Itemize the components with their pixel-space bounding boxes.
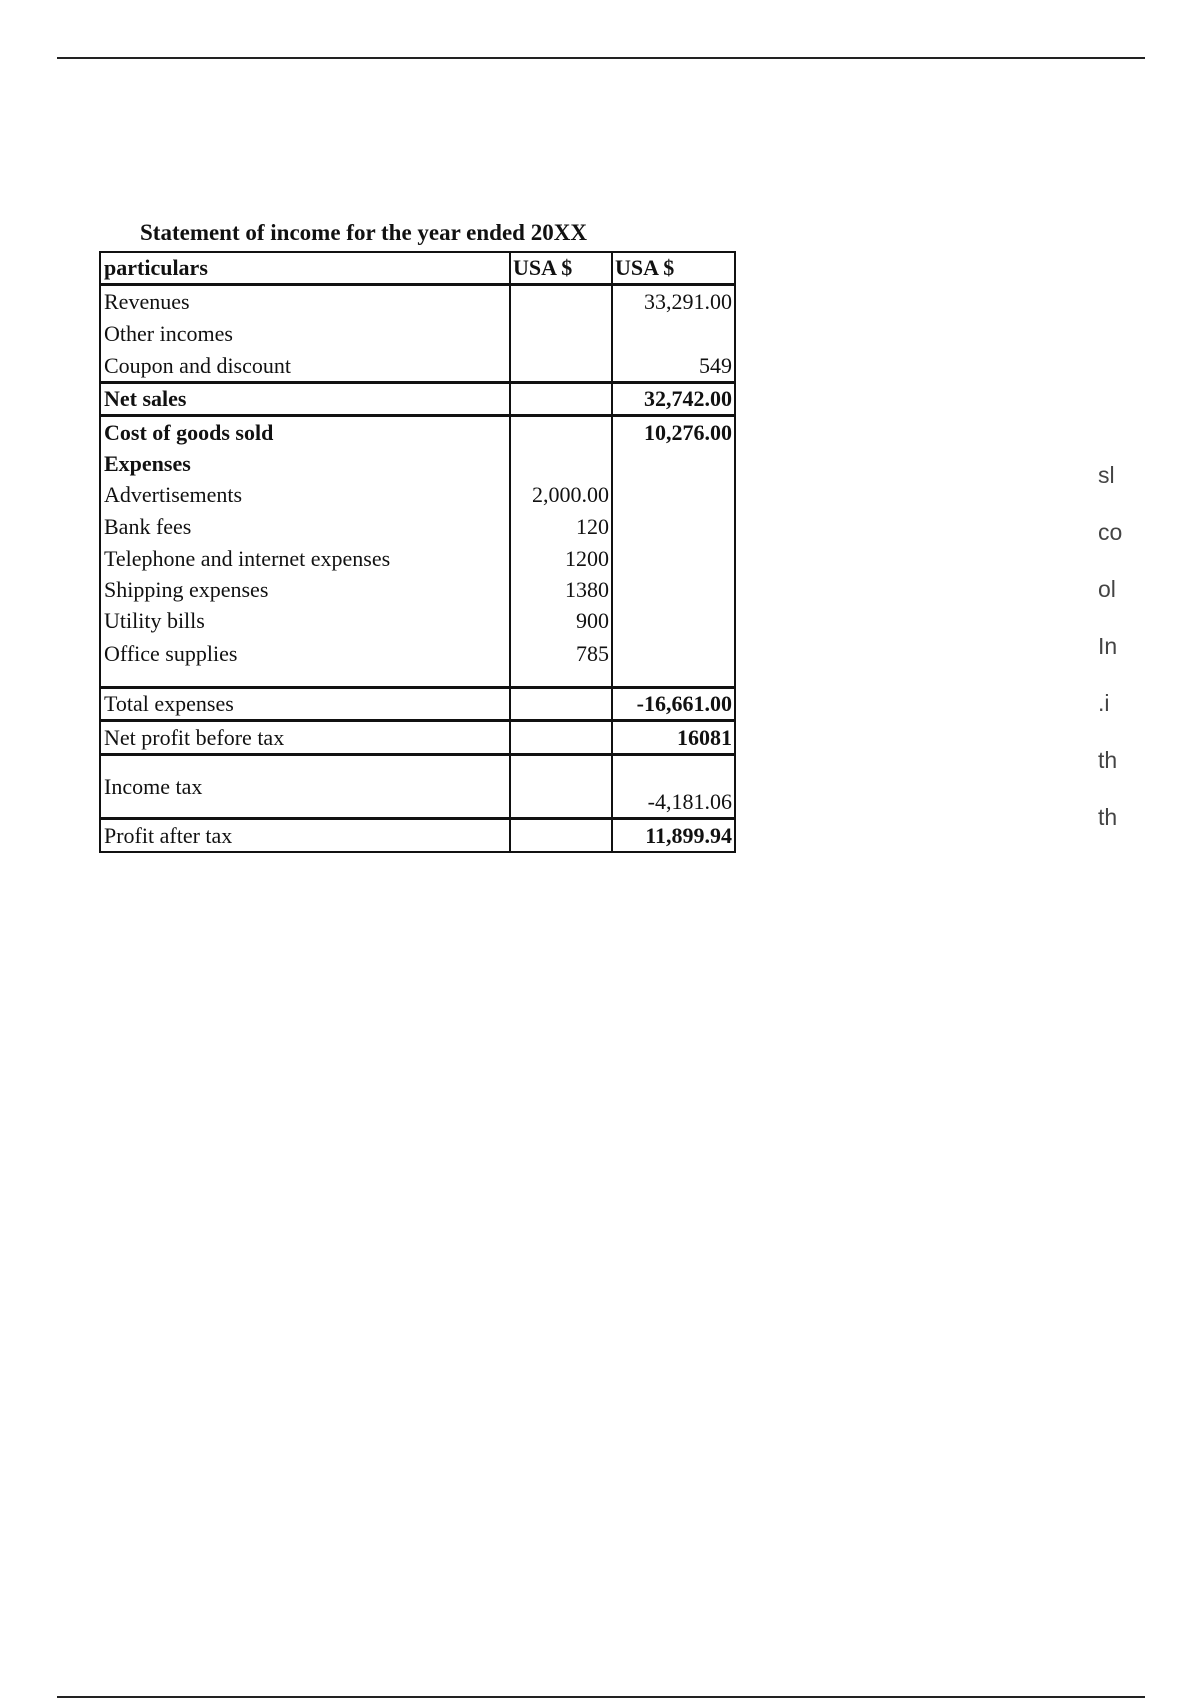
table-header-row bbox=[101, 253, 734, 286]
row-col3: 10,276.00 bbox=[644, 420, 732, 445]
row-col2 bbox=[511, 384, 613, 414]
row-col3 bbox=[613, 543, 734, 574]
bottom-rule bbox=[57, 1696, 1145, 1698]
row-col2: 120 bbox=[511, 511, 613, 543]
row-col2: 2,000.00 bbox=[511, 479, 613, 511]
row-col3 bbox=[613, 511, 734, 543]
row-col3: 33,291.00 bbox=[644, 289, 732, 314]
row-label: Coupon and discount bbox=[101, 350, 511, 381]
row-col3 bbox=[613, 637, 734, 686]
row-label: Other incomes bbox=[101, 318, 511, 350]
row-label: Office supplies bbox=[101, 637, 511, 686]
table-row-shipping bbox=[101, 574, 734, 605]
side-fragment: sl bbox=[1098, 462, 1115, 488]
row-col3 bbox=[613, 479, 734, 511]
row-label: Total expenses bbox=[101, 689, 511, 719]
side-fragment: In bbox=[1098, 633, 1118, 659]
row-col3 bbox=[613, 318, 734, 350]
table-row-net-profit-before-tax bbox=[101, 722, 734, 756]
row-col2 bbox=[511, 449, 613, 479]
side-fragment: co bbox=[1098, 519, 1123, 545]
row-col2: 1200 bbox=[511, 543, 613, 574]
row-col3: 11,899.94 bbox=[645, 822, 732, 848]
table-row-coupon-discount bbox=[101, 350, 734, 384]
table-row-total-expenses bbox=[101, 689, 734, 722]
table-row-advertisements bbox=[101, 479, 734, 511]
table-row-utility-bills bbox=[101, 605, 734, 637]
row-col2 bbox=[511, 689, 613, 719]
row-col2 bbox=[511, 318, 613, 350]
row-label: Cost of goods sold bbox=[101, 417, 511, 449]
row-label: Expenses bbox=[101, 449, 511, 479]
row-col2: 785 bbox=[511, 637, 613, 686]
row-label: Profit after tax bbox=[101, 820, 511, 851]
row-col3: -4,181.06 bbox=[647, 789, 732, 814]
row-col3: -16,661.00 bbox=[636, 691, 732, 716]
table-row-net-sales bbox=[101, 384, 734, 417]
table-row-expenses bbox=[101, 449, 734, 479]
row-col3: 549 bbox=[699, 352, 732, 378]
row-label: Net profit before tax bbox=[101, 722, 511, 753]
row-label: Income tax bbox=[101, 756, 511, 817]
cropped-side-text bbox=[1098, 462, 1122, 861]
row-col2 bbox=[511, 756, 613, 817]
top-rule bbox=[57, 57, 1145, 59]
table-row-profit-after-tax bbox=[101, 820, 734, 851]
row-col3: 32,742.00 bbox=[644, 386, 732, 411]
side-fragment: th bbox=[1098, 804, 1118, 830]
row-col2: 900 bbox=[511, 605, 613, 637]
header-usa-col3: USA $ bbox=[615, 255, 675, 280]
header-usa-col2: USA $ bbox=[511, 253, 613, 283]
row-col2 bbox=[511, 820, 613, 851]
side-fragment: ol bbox=[1098, 576, 1116, 602]
income-statement-table bbox=[99, 251, 736, 853]
side-fragment: .i bbox=[1098, 690, 1110, 716]
table-row-income-tax bbox=[101, 756, 734, 820]
row-label: Shipping expenses bbox=[101, 574, 511, 605]
table-row-office-supplies bbox=[101, 637, 734, 689]
row-col2 bbox=[511, 286, 613, 318]
header-particulars: particulars bbox=[101, 253, 511, 283]
table-row-other-incomes bbox=[101, 318, 734, 350]
table-row-bank-fees bbox=[101, 511, 734, 543]
row-label: Utility bills bbox=[101, 605, 511, 637]
row-col2 bbox=[511, 417, 613, 449]
table-row-cogs bbox=[101, 417, 734, 449]
statement-title: Statement of income for the year ended 20XX bbox=[140, 220, 587, 245]
row-col2: 1380 bbox=[511, 574, 613, 605]
row-label: Telephone and internet expenses bbox=[101, 543, 511, 574]
row-col3 bbox=[613, 574, 734, 605]
row-col3 bbox=[613, 605, 734, 637]
row-label: Net sales bbox=[101, 384, 511, 414]
row-col3 bbox=[613, 449, 734, 479]
row-col2 bbox=[511, 722, 613, 753]
row-label: Revenues bbox=[101, 286, 511, 318]
row-col2 bbox=[511, 350, 613, 381]
row-label: Bank fees bbox=[101, 511, 511, 543]
row-col3: 16081 bbox=[677, 724, 732, 750]
side-fragment: th bbox=[1098, 747, 1118, 773]
table-row-revenues bbox=[101, 286, 734, 318]
table-row-telephone-internet bbox=[101, 543, 734, 574]
row-label: Advertisements bbox=[101, 479, 511, 511]
